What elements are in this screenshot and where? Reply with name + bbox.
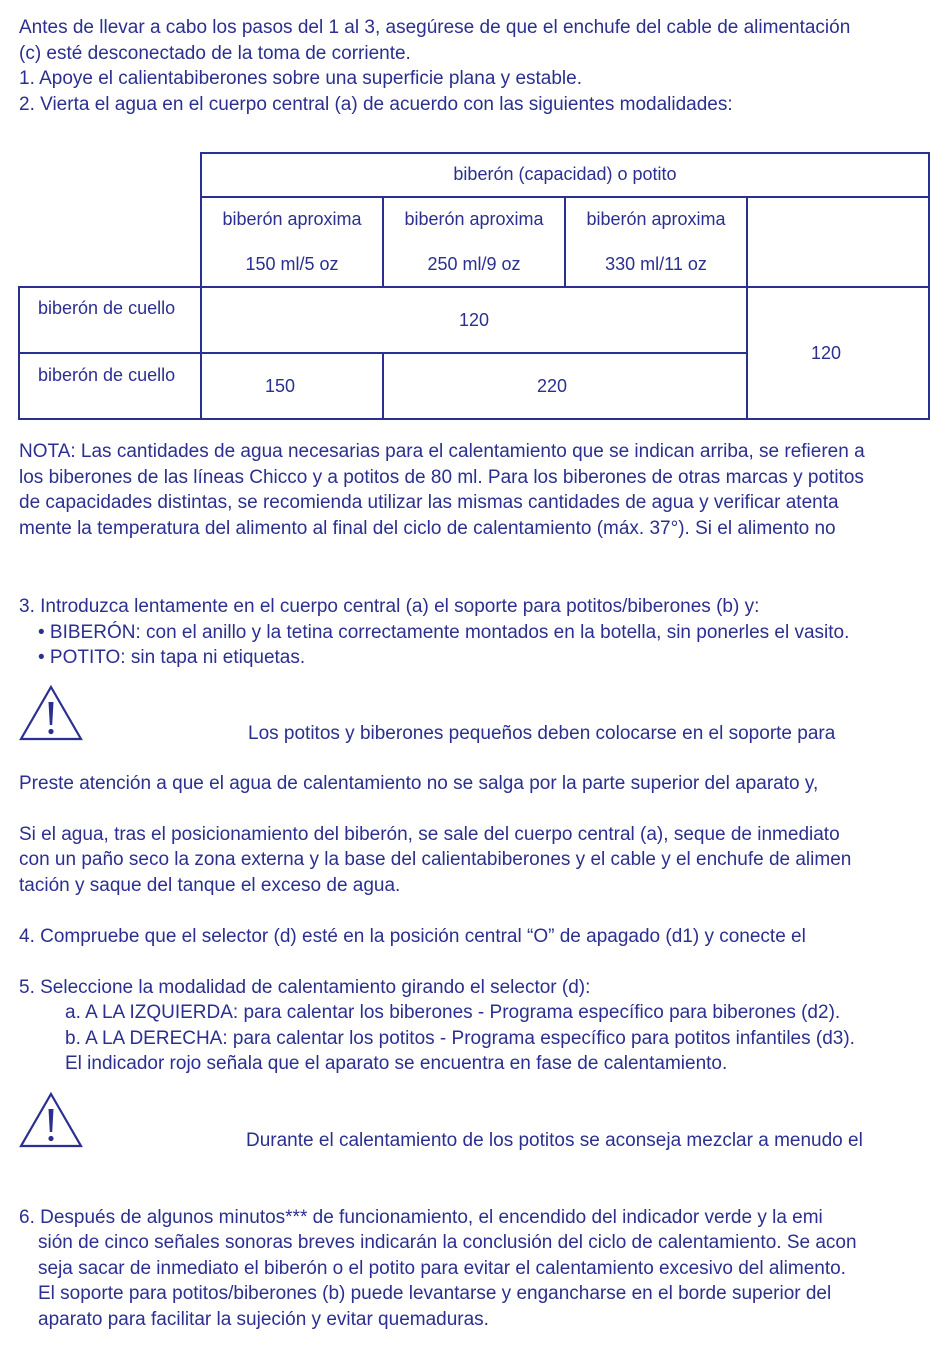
column-header-label: biberón aproxima <box>404 209 544 229</box>
table-header: biberón (capacidad) o potito <box>453 164 677 184</box>
spill-line: tación y saque del tanque el exceso de agua. <box>19 875 401 896</box>
note-line: de capacidades distintas, se recomienda utilizar las mismas cantidades de agua y verificar atenta <box>19 492 839 513</box>
step-3: 3. Introduzca lentamente en el cuerpo central (a) el soporte para potitos/biberones (b) y: <box>19 596 760 617</box>
spill-line: con un paño seco la zona externa y la base del calientabiberones y el cable y el enchufe de alimen <box>19 849 852 870</box>
row-value: 220 <box>536 376 568 396</box>
warning-text: Los potitos y biberones pequeños deben colocarse en el soporte para <box>248 723 836 744</box>
note-line: NOTA: Las cantidades de agua necesarias para el calentamiento que se indican arriba, se refieren a <box>19 441 865 462</box>
step-6-line: sión de cinco señales sonoras breves indicarán la conclusión del ciclo de calentamiento. Se acon <box>38 1232 857 1253</box>
note-line: mente la temperatura del alimento al final del ciclo de calentamiento (máx. 37°). Si el alimento no <box>19 518 836 539</box>
column-header-label: biberón aproxima <box>222 209 362 229</box>
step-5-indicator: El indicador rojo señala que el aparato se encuentra en fase de calentamiento. <box>65 1053 728 1074</box>
column-header-capacity: 330 ml/11 oz <box>605 254 707 274</box>
intro-line: (c) esté desconectado de la toma de corriente. <box>19 43 411 64</box>
warning-triangle-icon <box>18 1091 84 1149</box>
row-label-cell <box>18 352 202 420</box>
step-5: 5. Seleccione la modalidad de calentamiento girando el selector (d): <box>19 977 591 998</box>
step-3-bullet: • POTITO: sin tapa ni etiquetas. <box>38 647 306 668</box>
column-header-capacity: 150 ml/5 oz <box>245 254 339 274</box>
row-label: biberón de cuello <box>38 365 176 385</box>
step-5-option-b: b. A LA DERECHA: para calentar los potitos - Programa específico para potitos infantiles (d3). <box>65 1028 855 1049</box>
step-6-line: El soporte para potitos/biberones (b) puede levantarse y engancharse en el borde superior del <box>38 1283 832 1304</box>
attention-text: Preste atención a que el agua de calentamiento no se salga por la parte superior del aparato y, <box>19 773 819 794</box>
note-line: los biberones de las líneas Chicco y a potitos de 80 ml. Para los biberones de otras marcas y potitos <box>19 467 864 488</box>
row-label: biberón de cuello <box>38 298 176 318</box>
right-value: 120 <box>810 343 842 363</box>
step-1: 1. Apoye el calientabiberones sobre una superficie plana y estable. <box>19 68 582 89</box>
step-6-line: seja sacar de inmediato el biberón o el potito para evitar el calentamiento excesivo del alimento. <box>38 1258 846 1279</box>
step-3-bullet: • BIBERÓN: con el anillo y la tetina correctamente montados en la botella, sin ponerles el vasito. <box>38 622 850 643</box>
row-value: 150 <box>264 376 296 396</box>
warning-text: Durante el calentamiento de los potitos se aconseja mezclar a menudo el <box>246 1130 863 1151</box>
column-header-label: biberón aproxima <box>586 209 726 229</box>
step-2: 2. Vierta el agua en el cuerpo central (a) de acuerdo con las siguientes modalidades: <box>19 94 733 115</box>
row-value: 120 <box>458 310 490 330</box>
warning-triangle-icon <box>18 684 84 742</box>
intro-line: Antes de llevar a cabo los pasos del 1 al 3, asegúrese de que el enchufe del cable de alimentación <box>19 17 851 38</box>
step-6-line: 6. Después de algunos minutos*** de funcionamiento, el encendido del indicador verde y la emi <box>19 1207 823 1228</box>
row-label-cell <box>18 286 202 354</box>
spill-line: Si el agua, tras el posicionamiento del biberón, se sale del cuerpo central (a), seque de inmediato <box>19 824 840 845</box>
column-header-capacity: 250 ml/9 oz <box>427 254 521 274</box>
step-5-option-a: a. A LA IZQUIERDA: para calentar los biberones - Programa específico para biberones (d2). <box>65 1002 841 1023</box>
step-6-line: aparato para facilitar la sujeción y evitar quemaduras. <box>38 1309 489 1330</box>
column-header-cell-empty <box>746 196 930 288</box>
step-4: 4. Compruebe que el selector (d) esté en la posición central “O” de apagado (d1) y conecte el <box>19 926 806 947</box>
